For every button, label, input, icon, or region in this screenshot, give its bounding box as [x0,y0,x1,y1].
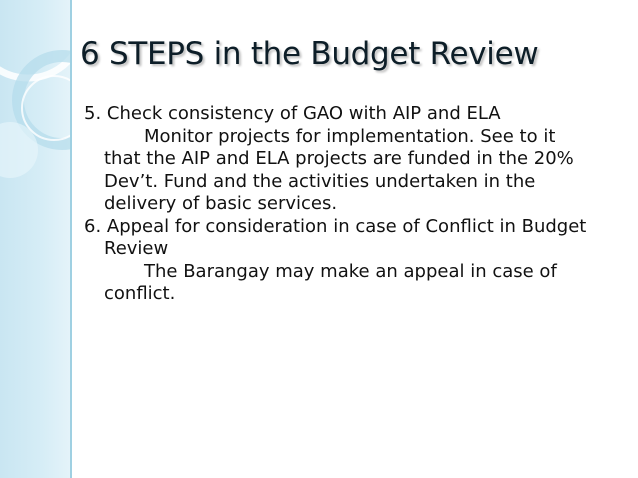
step-5-heading: 5. Check consistency of GAO with AIP and ELA [84,103,501,124]
step-6-heading: 6. Appeal for consideration in case of Conflict in Budget Review [84,215,587,259]
slide-content [84,103,594,306]
decorative-circles-graphic [0,0,70,478]
decorative-side-panel [0,0,70,478]
step-6-body: The Barangay may make an appeal in case of conflict. [104,260,557,304]
step-5-body: Monitor projects for implementation. See to it that the AIP and ELA projects are funded in the 20% Dev’t. Fund and the activities undertaken in the delivery of basic services. [104,125,574,214]
side-panel-border [70,0,72,478]
slide-title: 6 STEPS in the Budget Review [80,36,539,72]
